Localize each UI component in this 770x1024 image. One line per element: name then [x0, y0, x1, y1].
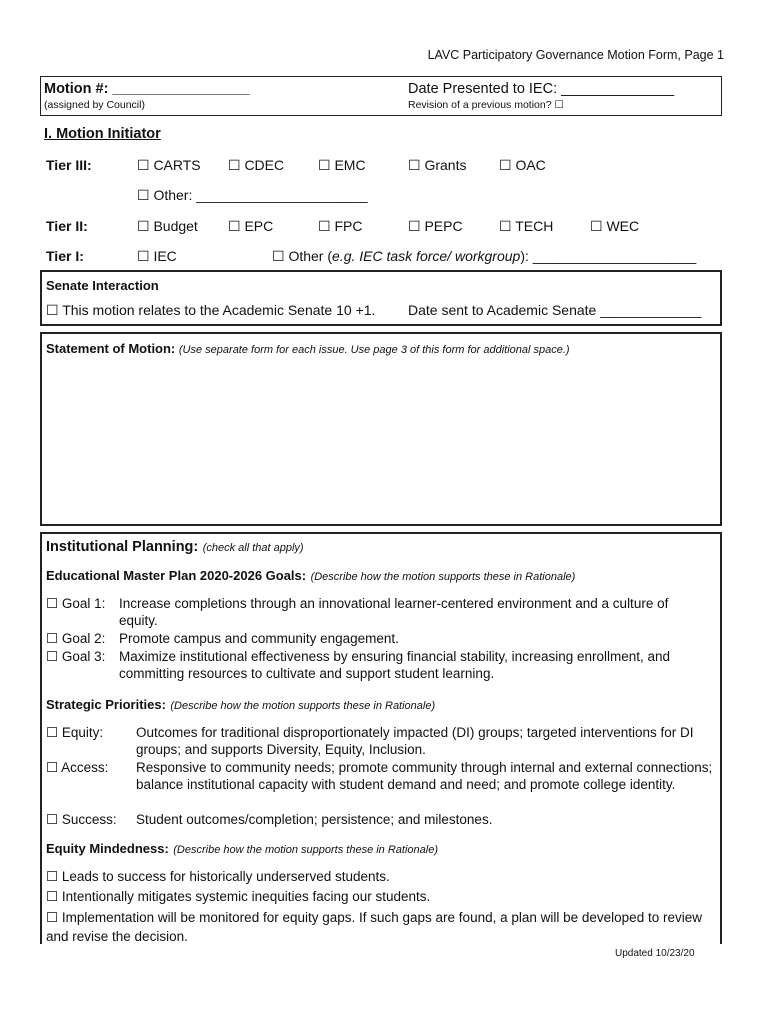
- tier3-oac[interactable]: ☐ OAC: [499, 157, 546, 173]
- tier1-label: Tier I:: [46, 248, 84, 264]
- motion-number-field[interactable]: Motion #: _________________: [44, 81, 250, 97]
- emp-header: [46, 567, 575, 585]
- senate-box: [40, 270, 722, 326]
- statement-note: (Use separate form for each issue. Use page 3 of this form for additional space.): [178, 344, 570, 356]
- goal3-text: Maximize institutional effectiveness by ensuring financial stability, increasing enrollment, and committing resources to cultivate and support student learning.: [119, 649, 671, 681]
- statement-box[interactable]: [40, 332, 722, 526]
- equity-item-3[interactable]: ☐ Implementation will be monitored for equity gaps. If such gaps are found, a plan will be developed to review and revise the decision.: [46, 910, 702, 944]
- access-text: Responsive to community needs; promote community through internal and external connections; balance institutional capacity with student demand and need; and promote college identity.: [136, 760, 713, 792]
- tier3-grants[interactable]: ☐ Grants: [408, 157, 467, 173]
- date-presented-field[interactable]: Date Presented to IEC: ______________: [408, 81, 675, 97]
- em-label: Equity Mindedness:: [46, 841, 169, 856]
- tier2-budget[interactable]: ☐ Budget: [137, 218, 198, 234]
- senate-relates-checkbox[interactable]: ☐ This motion relates to the Academic Senate 10 +1.: [46, 302, 376, 318]
- motion-info-box: [40, 76, 722, 116]
- tier3-label: Tier III:: [46, 157, 92, 173]
- equity-checkbox[interactable]: ☐ Equity:: [46, 725, 104, 740]
- access-checkbox[interactable]: ☐ Access:: [46, 760, 109, 775]
- goal3-checkbox[interactable]: ☐ Goal 3:: [46, 649, 106, 664]
- statement-header: [46, 341, 570, 356]
- goal1-text: Increase completions through an innovational learner-centered environment and a culture of equity.: [119, 596, 669, 628]
- page-header: LAVC Participatory Governance Motion Form, Page 1: [427, 48, 724, 62]
- senate-heading: Senate Interaction: [46, 278, 159, 293]
- tier1-other[interactable]: [272, 248, 696, 265]
- revision-checkbox[interactable]: Revision of a previous motion? ☐: [408, 99, 564, 111]
- goal2-checkbox[interactable]: ☐ Goal 2:: [46, 631, 106, 646]
- assigned-note: (assigned by Council): [44, 99, 145, 111]
- updated-date: Updated 10/23/20: [615, 948, 695, 959]
- tier2-pepc[interactable]: ☐ PEPC: [408, 218, 463, 234]
- tier1-other-prefix: ☐ Other (: [272, 248, 333, 264]
- tier2-epc[interactable]: ☐ EPC: [228, 218, 274, 234]
- tier2-tech[interactable]: ☐ TECH: [499, 218, 554, 234]
- planning-header: [46, 538, 304, 556]
- em-header: [46, 840, 438, 858]
- em-note: (Describe how the motion supports these in Rationale): [173, 844, 438, 856]
- tier1-other-example: e.g. IEC task force/ workgroup: [332, 248, 521, 264]
- success-text: Student outcomes/completion; persistence; and milestones.: [136, 812, 493, 827]
- institutional-planning-box: [40, 532, 722, 944]
- sp-header: [46, 696, 435, 714]
- tier3-emc[interactable]: ☐ EMC: [318, 157, 366, 173]
- tier3-other[interactable]: ☐ Other: ______________________: [137, 187, 368, 203]
- tier1-iec[interactable]: ☐ IEC: [137, 248, 177, 264]
- planning-note: (check all that apply): [202, 542, 304, 554]
- equity-item-1[interactable]: ☐ Leads to success for historically underserved students.: [46, 869, 390, 884]
- equity-text: Outcomes for traditional disproportionately impacted (DI) groups; targeted interventions for DI groups; and supports Diversity, Equity, Inclusion.: [136, 725, 694, 757]
- tier2-wec[interactable]: ☐ WEC: [590, 218, 640, 234]
- statement-label: Statement of Motion:: [46, 341, 176, 356]
- sp-label: Strategic Priorities:: [46, 697, 166, 712]
- date-sent-senate-field[interactable]: Date sent to Academic Senate _____________: [408, 302, 702, 318]
- goal1-checkbox[interactable]: ☐ Goal 1:: [46, 596, 106, 611]
- goal2-text: Promote campus and community engagement.: [119, 631, 399, 646]
- planning-label: Institutional Planning:: [46, 539, 199, 555]
- tier2-fpc[interactable]: ☐ FPC: [318, 218, 363, 234]
- tier1-other-suffix: ): _____________________: [520, 248, 697, 264]
- tier3-cdec[interactable]: ☐ CDEC: [228, 157, 285, 173]
- success-checkbox[interactable]: ☐ Success:: [46, 812, 117, 827]
- sp-note: (Describe how the motion supports these in Rationale): [170, 700, 436, 712]
- section-heading-initiator: I. Motion Initiator: [44, 126, 161, 142]
- tier2-label: Tier II:: [46, 218, 88, 234]
- emp-label: Educational Master Plan 2020-2026 Goals:: [46, 568, 307, 583]
- tier3-carts[interactable]: ☐ CARTS: [137, 157, 201, 173]
- equity-item-2[interactable]: ☐ Intentionally mitigates systemic inequities facing our students.: [46, 889, 431, 904]
- emp-note: (Describe how the motion supports these in Rationale): [310, 571, 576, 583]
